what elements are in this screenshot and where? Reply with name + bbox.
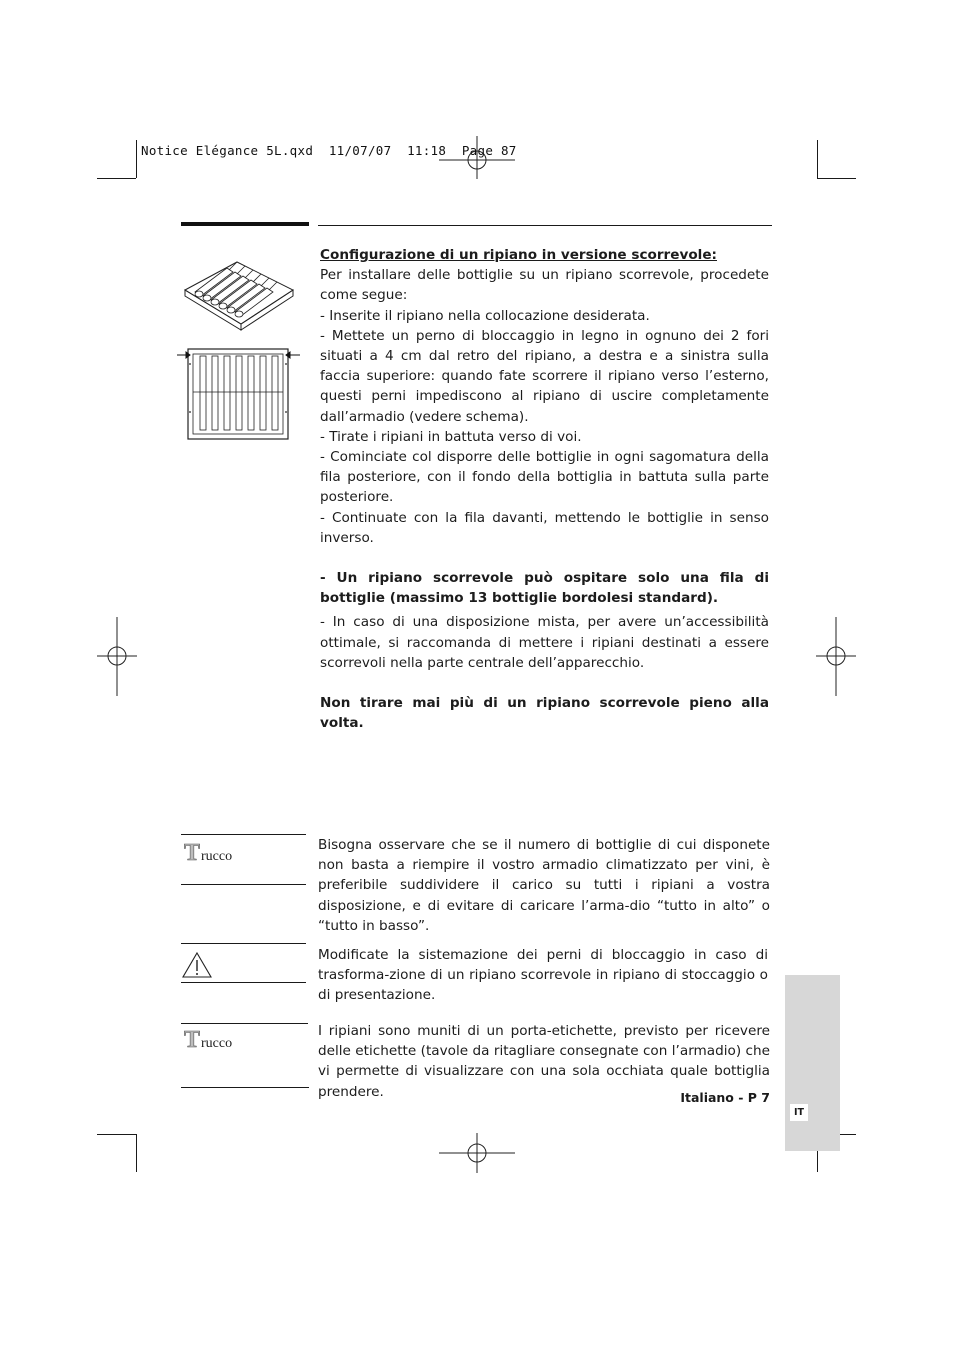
language-code: IT [790,1104,808,1121]
mixed-arrangement-note: - In caso di una disposizione mista, per avere un’accessibilità ottimale, si raccomanda di mettere i ripiani destinati a essere scorrevoli nella parte centrale dell’apparecchio. [320,614,769,671]
instruction-line: - Continuate con la fila davanti, mettendo le bottiglie in senso inverso. [320,509,769,546]
crop-mark [817,140,818,178]
section-rule-thick [181,222,309,226]
instruction-line: - Inserite il ripiano nella collocazione desiderata. [320,307,650,324]
warning-text: Modificate la sistemazione dei perni di bloccaggio in caso di trasforma-zione di un ripiano scorrevole in ripiano di stoccaggio o di presentazione. [318,947,768,1004]
warning-triangle-icon [181,951,213,979]
tip-rule [181,1023,308,1024]
crop-mark [136,1134,137,1172]
warning-rule [181,982,306,983]
crop-mark [97,178,136,179]
tip-rule [181,884,306,885]
language-tab [785,975,840,1151]
warning-rule [181,943,306,944]
tip-text: Bisogna osservare che se il numero di bottiglie di cui disponete non basta a riempire il vostro armadio climatizzato per vini, è preferibile suddividere il carico su tutti i ripiani a vostra disposizione, e di evitare di caricare l’arma-dio “tutto in alto” o “tutto in basso”. [318,837,770,934]
page-number: Italiano - P 7 [680,1090,770,1105]
crop-mark [136,140,137,178]
instruction-line: - Cominciate col disporre delle bottiglie in ogni sagomatura della fila posteriore, con il fondo della bottiglia in battuta sulla parte posteriore. [320,449,769,506]
capacity-note: - Un ripiano scorrevole può ospitare solo una fila di bottiglie (massimo 13 bottiglie bordolesi standard). [320,570,769,607]
registration-mark-icon [437,1131,517,1176]
sliding-shelf-illustration [181,248,297,334]
tip-text: I ripiani sono muniti di un porta-etichette, previsto per ricevere delle etichette (tavole da ritagliare consegnate con l’armadio) che vi permette di visualizzare con una sola occhiata quale bottiglia prendere. [318,1023,770,1100]
section-rule-thin [318,225,772,226]
registration-mark-icon [96,616,138,698]
registration-mark-icon [815,616,857,698]
shelf-front-illustration [176,344,302,442]
tip-label-rest: rucco [201,849,233,864]
instruction-line: - Mettete un perno di bloccaggio in legno in ognuno dei 2 fori situati a 4 cm dal retro del ripiano, a destra e a sinistra sulla faccia superiore: quando fate scorrere il ripiano verso l’esterno, questi perni impediscono al ripiano di uscire completamente dall’armadio (vedere schema). [320,327,769,425]
tip-rule [181,1087,309,1088]
tip-label-rest: rucco [201,1036,233,1051]
instruction-line: Per installare delle bottiglie su un ripiano scorrevole, procedete come segue: [320,267,769,304]
safety-warning: Non tirare mai più di un ripiano scorrevole pieno alla volta. [320,695,769,732]
tip-label [184,1027,232,1054]
section-heading: Configurazione di un ripiano in versione scorrevole: [320,247,717,263]
tip-rule [181,834,306,835]
file-slug: Notice Elégance 5L.qxd 11/07/07 11:18 Page 87 [141,143,517,158]
tip-initial: T [184,840,201,866]
configuration-section [320,245,769,733]
instruction-line: - Tirate i ripiani in battuta verso di voi. [320,428,582,445]
crop-mark [97,1134,136,1135]
crop-mark [817,178,856,179]
tip-initial: T [184,1027,201,1053]
tip-label [184,840,232,867]
